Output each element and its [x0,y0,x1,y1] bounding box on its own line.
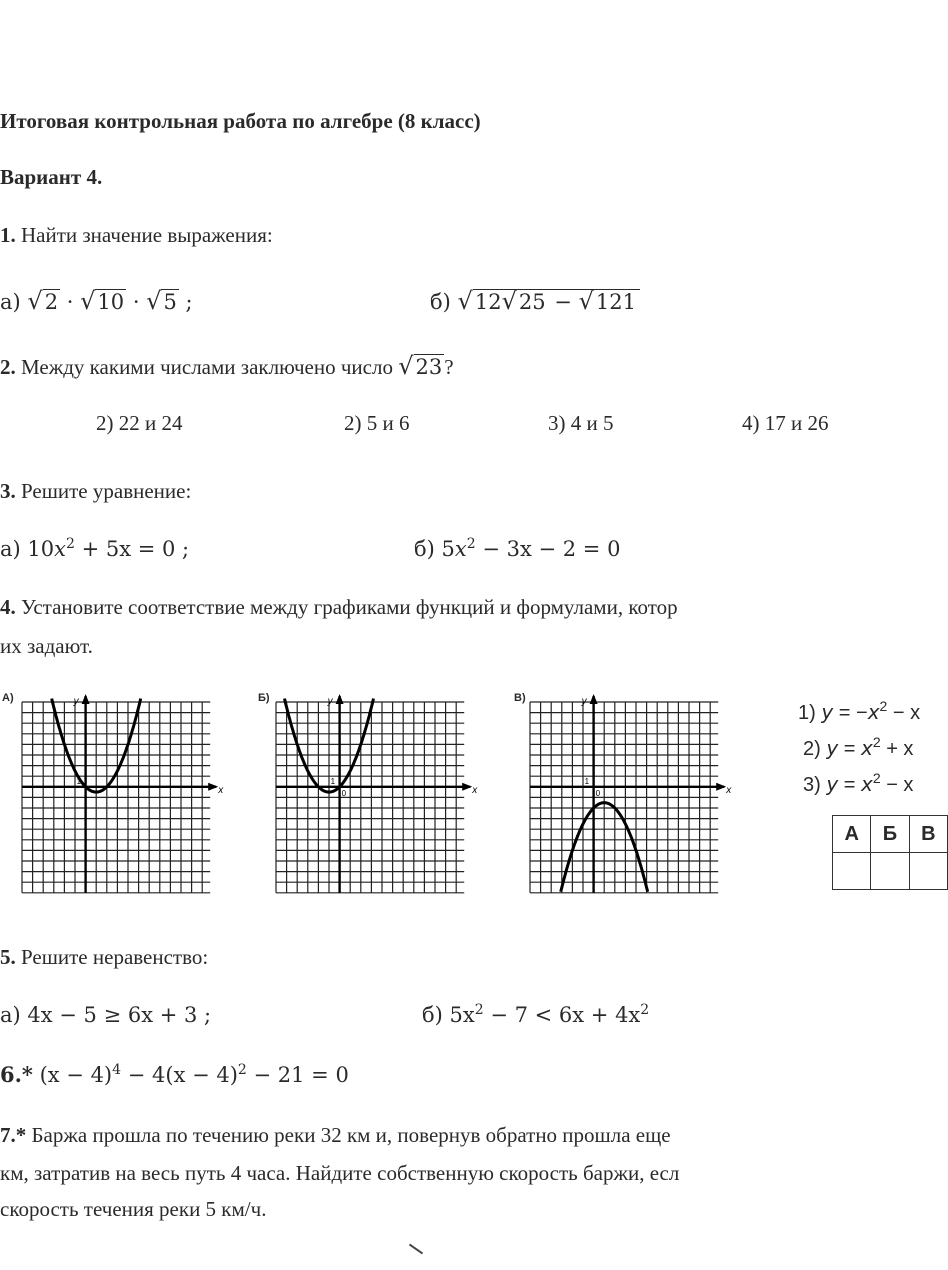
task5-number: 5. [0,945,16,969]
task6: 6.* $(x - 4)^4 - 4(x - 4)^2 - 21 = 0$ [0,1062,349,1087]
task7-line2: км, затратив на весь путь 4 часа. Найдите собственную скорость баржи, есл [0,1161,680,1185]
variant-label: Вариант 4. [0,165,103,189]
task5-part-a: а) 4x − 5 ≥ 6x + 3 ; [0,1003,212,1027]
task5-heading [0,944,208,970]
formula-2: 2) $y = x^2 + x$ [803,734,914,760]
task4-heading [0,594,678,620]
graph-a [18,694,224,904]
answer-table [832,815,948,890]
graph-b-label: Б) [258,692,270,704]
formula-3: 3) $y = x^2 - x$ [803,770,914,796]
task1-a-label: а) [0,290,21,314]
task7-line3: скорость течения реки 5 км/ч. [0,1197,267,1221]
task6-number: 6.* [0,1062,33,1087]
task2-number: 2. [0,355,16,379]
y-axis-label: y [327,696,333,707]
task4-number: 4. [0,595,16,619]
task2-option-1: 2) 22 и 24 [96,411,183,435]
task2-heading: 2. Между какими числами заключено число √23? [0,352,454,380]
answer-header-a: А [833,816,871,853]
task5-part-b: б) $5x^2 - 7 < 6x + 4x^2$ [422,1002,650,1027]
x-axis-arrow [208,783,218,791]
task2-text: Между какими числами заключено число [21,355,393,379]
answer-cell-b[interactable] [871,853,909,890]
graph-a-label: А) [2,692,14,704]
task4-text-line2: их задают. [0,634,93,658]
y-axis-arrow [590,694,598,704]
task3-heading [0,478,191,504]
origin-label: 0 [341,788,347,798]
task1-b-label: б) [430,290,451,314]
task1-number: 1. [0,223,16,247]
page-title: Итоговая контрольная работа по алгебре (8 класс) [0,109,481,133]
y-axis-arrow [336,694,344,704]
graph-c [526,694,734,904]
answer-table-header-row [833,816,948,853]
x-axis-label: x [218,784,224,796]
sqrt-10: √10 [80,287,125,315]
x-axis-arrow [716,783,726,791]
task2-option-2: 2) 5 и 6 [344,411,410,435]
origin-label: 0 [595,788,601,798]
task7-line1: 7.* Баржа прошла по течению реки 32 км и, повернув обратно прошла еще [0,1123,671,1147]
tick-label-one: 1 [330,777,336,787]
answer-cell-a[interactable] [833,853,871,890]
x-axis-label: x [726,784,732,796]
sqrt-2: √2 [27,287,59,315]
graph-c-label: В) [514,692,526,704]
y-axis-label: y [73,696,79,707]
x-axis-arrow [462,783,472,791]
task5-text: Решите неравенство: [21,945,209,969]
tick-label-one: 1 [584,777,590,787]
answer-header-b: Б [871,816,909,853]
y-axis-label: y [581,696,587,707]
task1-part-b [430,288,640,315]
task3-part-b: б) $5x^2 - 3x - 2 = 0$ [414,536,621,561]
answer-cell-c[interactable] [909,853,947,890]
task3-part-a: а) $10x^2 + 5x = 0$ ; [0,536,190,561]
task1-heading [0,222,273,248]
task1-part-a: а) √2 · √10 · √5 ; [0,287,193,315]
sqrt-23: √23 [398,352,443,380]
task4-text-line1: Установите соответствие между графиками функций и формулами, котор [21,595,678,619]
formula-1: 1) $y = -x^2 - x$ [798,698,921,724]
task2-option-4: 4) 17 и 26 [742,411,829,435]
task2-option-3: 3) 4 и 5 [548,411,614,435]
answer-table-input-row [833,853,948,890]
task1-text: Найти значение выражения: [21,223,273,247]
task3-text: Решите уравнение: [21,479,192,503]
x-axis-label: x [472,784,478,796]
tick-label-one: 1 [76,777,82,787]
pen-mark [409,1244,423,1255]
y-axis-arrow [82,694,90,704]
answer-header-c: В [909,816,947,853]
task3-number: 3. [0,479,16,503]
graph-b [272,694,478,904]
outer-sqrt: √12√25 − √121 [458,288,640,315]
task7-number: 7.* [0,1123,27,1147]
sqrt-5: √5 [146,287,177,315]
